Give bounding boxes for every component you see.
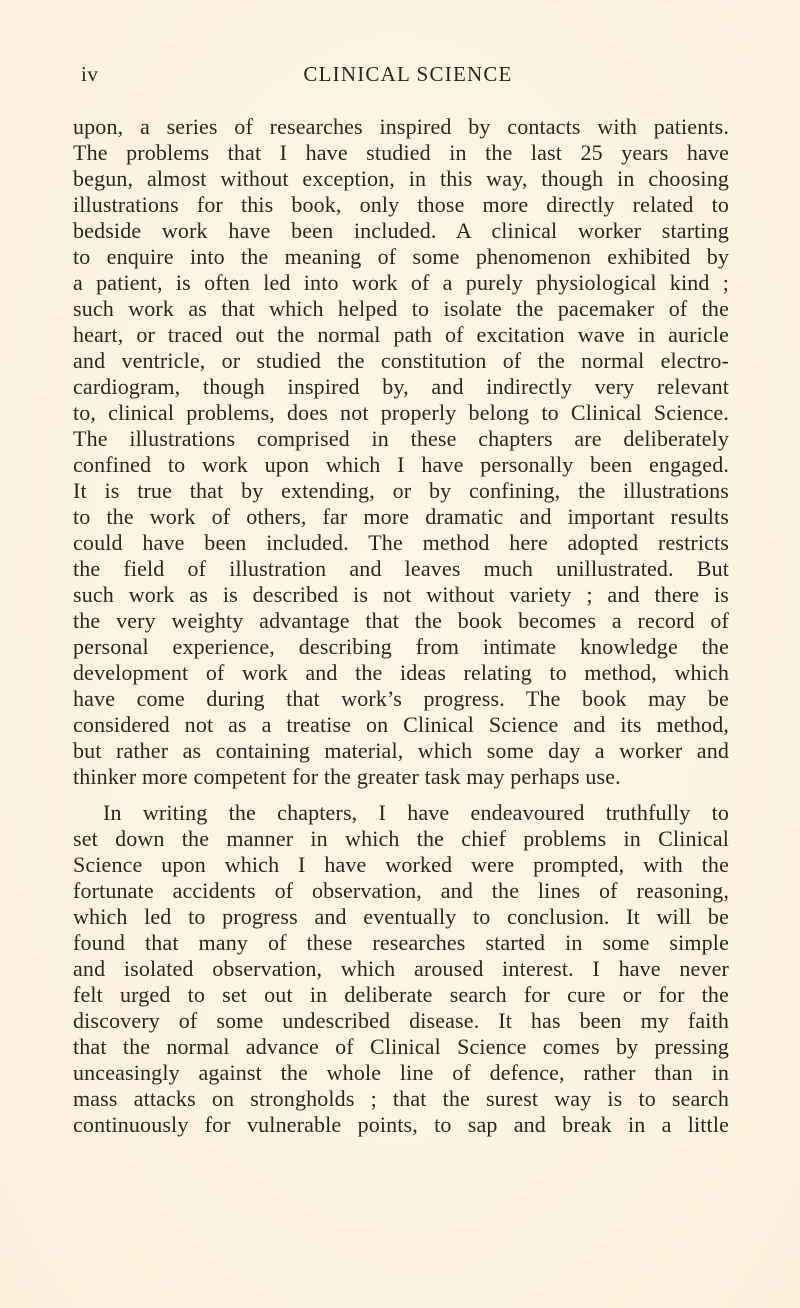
text-line: and isolated observation, which aroused interest. I have never (73, 956, 729, 981)
text-line: fortunate accidents of observation, and the lines of reasoning, (73, 878, 729, 903)
text-line: The illustrations comprised in these chapters are deliberately (73, 426, 729, 451)
text-line: such work as that which helped to isolate the pacemaker of the (73, 296, 729, 321)
text-line: set down the manner in which the chief problems in Clinical (73, 826, 729, 851)
text-line: continuously for vulnerable points, to sap and break in a little (73, 1112, 729, 1137)
text-line: upon, a series of researches inspired by contacts with patients. (73, 114, 729, 139)
text-line: bedside work have been included. A clinical worker starting (73, 218, 729, 243)
page-number: iv (81, 62, 99, 86)
text-line: the very weighty advantage that the book becomes a record of (73, 608, 729, 633)
text-line: to enquire into the meaning of some phenomenon exhibited by (73, 244, 729, 269)
text-line: which led to progress and eventually to conclusion. It will be (73, 904, 729, 929)
text-line: heart, or traced out the normal path of excitation wave in auricle (73, 322, 729, 347)
text-line: Science upon which I have worked were prompted, with the (73, 852, 729, 877)
text-line: thinker more competent for the greater task may perhaps use. (73, 764, 621, 789)
text-line: to, clinical problems, does not properly belong to Clinical Science. (73, 400, 729, 425)
text-line: have come during that work’s progress. The book may be (73, 686, 729, 711)
text-line: In writing the chapters, I have endeavoured truthfully to (103, 800, 729, 825)
text-line: considered not as a treatise on Clinical Science and its method, (73, 712, 729, 737)
text-line: the field of illustration and leaves much unillustrated. But (73, 556, 729, 581)
text-line: personal experience, describing from intimate knowledge the (73, 634, 729, 659)
text-line: to the work of others, far more dramatic and important results (73, 504, 729, 529)
text-line: that the normal advance of Clinical Science comes by pressing (73, 1034, 729, 1059)
text-line: unceasingly against the whole line of defence, rather than in (73, 1060, 729, 1085)
text-line: could have been included. The method here adopted restricts (73, 530, 729, 555)
text-line: illustrations for this book, only those more directly related to (73, 192, 729, 217)
text-line: and ventricle, or studied the constitution of the normal electro- (73, 348, 729, 373)
text-line: begun, almost without exception, in this way, though in choosing (73, 166, 729, 191)
text-line: development of work and the ideas relating to method, which (73, 660, 729, 685)
text-line: discovery of some undescribed disease. It has been my faith (73, 1008, 729, 1033)
text-line: The problems that I have studied in the last 25 years have (73, 140, 729, 165)
text-line: such work as is described is not without variety ; and there is (73, 582, 729, 607)
text-line: a patient, is often led into work of a purely physiological kind ; (73, 270, 729, 295)
text-line: mass attacks on strongholds ; that the surest way is to search (73, 1086, 729, 1111)
text-line: but rather as containing material, which some day a worker and (73, 738, 729, 763)
running-title: CLINICAL SCIENCE (303, 62, 513, 86)
text-line: It is true that by extending, or by confining, the illustrations (73, 478, 729, 503)
text-line: found that many of these researches started in some simple (73, 930, 729, 955)
text-line: confined to work upon which I have personally been engaged. (73, 452, 729, 477)
text-line: felt urged to set out in deliberate search for cure or for the (73, 982, 729, 1007)
running-head (0, 62, 800, 92)
text-line: cardiogram, though inspired by, and indirectly very relevant (73, 374, 729, 399)
